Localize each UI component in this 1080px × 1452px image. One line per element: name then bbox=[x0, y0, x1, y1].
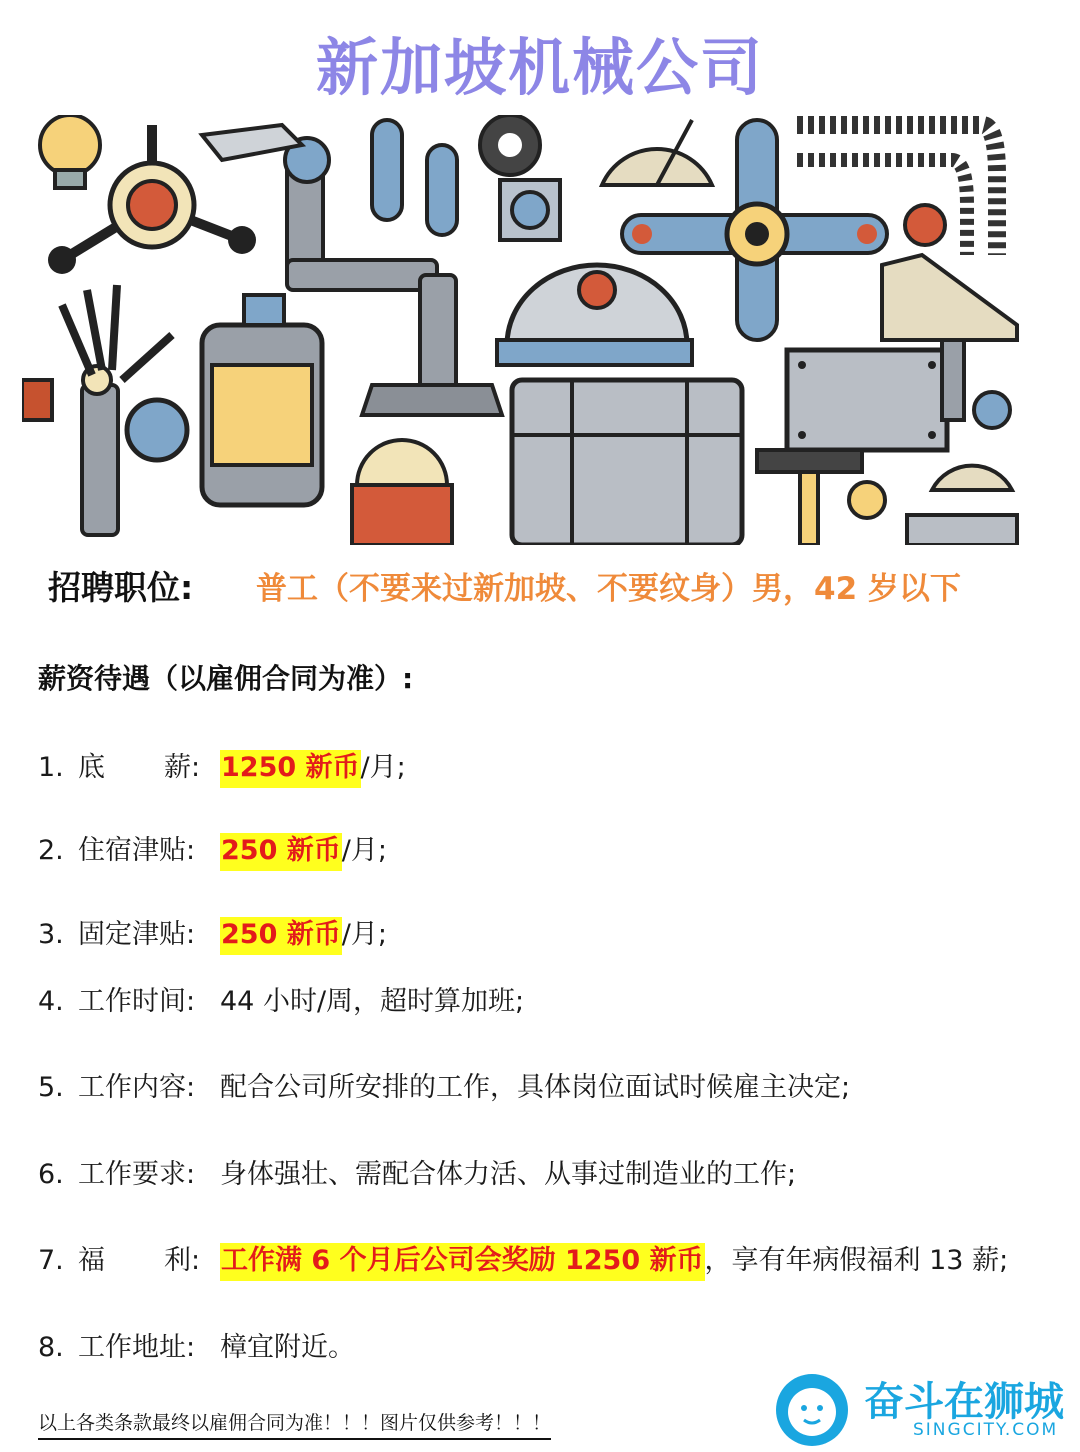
item-text: 身体强壮、需配合体力活、从事过制造业的工作; bbox=[220, 1159, 797, 1190]
robot-body-icon bbox=[512, 380, 742, 545]
item-label-second: 薪: bbox=[164, 752, 201, 783]
hydrant-icon bbox=[352, 440, 452, 545]
item-text: /月; bbox=[360, 752, 406, 783]
item-text: 44 小时/周，超时算加班; bbox=[220, 986, 525, 1017]
logo-text-en: SINGCITY.COM bbox=[913, 1420, 1059, 1440]
item-text: 配合公司所安排的工作，具体岗位面试时候雇主决定; bbox=[220, 1072, 851, 1103]
item-text: ，享有年病假福利 13 薪; bbox=[704, 1245, 1009, 1276]
item-label-first: 福 bbox=[78, 1245, 105, 1276]
highlighted-amount: 250 新币 bbox=[220, 833, 342, 871]
page-title: 新加坡机械公司 bbox=[315, 31, 764, 104]
motor-icon bbox=[202, 295, 322, 505]
job-position-label: 招聘职位: bbox=[48, 568, 194, 607]
item-number: 1. bbox=[38, 752, 64, 783]
logo-text-cn: 奋斗在狮城 bbox=[864, 1379, 1064, 1425]
list-item bbox=[38, 828, 387, 867]
item-text: /月; bbox=[341, 919, 387, 950]
lion-icon bbox=[770, 1368, 860, 1448]
list-item bbox=[38, 1152, 796, 1191]
item-number: 5. bbox=[38, 1072, 64, 1103]
list-item bbox=[38, 1325, 355, 1364]
item-text: /月; bbox=[341, 835, 387, 866]
item-number: 7. bbox=[38, 1245, 64, 1276]
item-number: 2. bbox=[38, 835, 64, 866]
item-label: 固定津贴: bbox=[78, 919, 196, 950]
metal-plate-icon bbox=[787, 350, 947, 450]
item-label: 工作内容: bbox=[78, 1072, 196, 1103]
hinge-icon bbox=[907, 466, 1017, 545]
job-position-value: 普工（不要来过新加坡、不要纹身）男，42 岁以下 bbox=[256, 571, 961, 607]
list-item bbox=[38, 912, 387, 951]
robot-head-icon bbox=[497, 265, 692, 365]
highlighted-bonus: 工作满 6 个月后公司会奖励 1250 新币 bbox=[220, 1243, 705, 1281]
singcity-logo bbox=[770, 1368, 1070, 1448]
disclaimer-footnote: 以上各类条款最终以雇佣合同为准！！！图片仅供参考！！！ bbox=[38, 1408, 551, 1440]
salary-heading: 薪资待遇（以雇佣合同为准）: bbox=[38, 662, 414, 695]
list-item bbox=[38, 1065, 850, 1104]
list-item bbox=[38, 745, 406, 784]
item-number: 4. bbox=[38, 986, 64, 1017]
item-number: 3. bbox=[38, 919, 64, 950]
gauge-icon bbox=[602, 120, 712, 185]
gear-icon bbox=[480, 115, 540, 175]
item-label: 工作地址: bbox=[78, 1332, 196, 1363]
item-text: 樟宜附近。 bbox=[220, 1332, 355, 1363]
item-number: 8. bbox=[38, 1332, 64, 1363]
item-number: 6. bbox=[38, 1159, 64, 1190]
job-position-row bbox=[48, 562, 1058, 609]
item-label: 住宿津贴: bbox=[78, 835, 196, 866]
item-label: 工作要求: bbox=[78, 1159, 196, 1190]
highlighted-amount: 250 新币 bbox=[220, 917, 342, 955]
machinery-illustration bbox=[22, 115, 1032, 545]
hammer-icon bbox=[757, 450, 862, 545]
item-label: 工作时间: bbox=[78, 986, 196, 1017]
pipe-icon bbox=[372, 120, 457, 235]
valve-icon bbox=[500, 180, 560, 240]
item-label-second: 利: bbox=[164, 1245, 201, 1276]
list-item bbox=[38, 979, 524, 1018]
light-bulb-icon bbox=[40, 115, 100, 188]
highlighted-amount: 1250 新币 bbox=[220, 750, 361, 788]
item-label-first: 底 bbox=[78, 752, 105, 783]
list-item bbox=[38, 1238, 1008, 1277]
